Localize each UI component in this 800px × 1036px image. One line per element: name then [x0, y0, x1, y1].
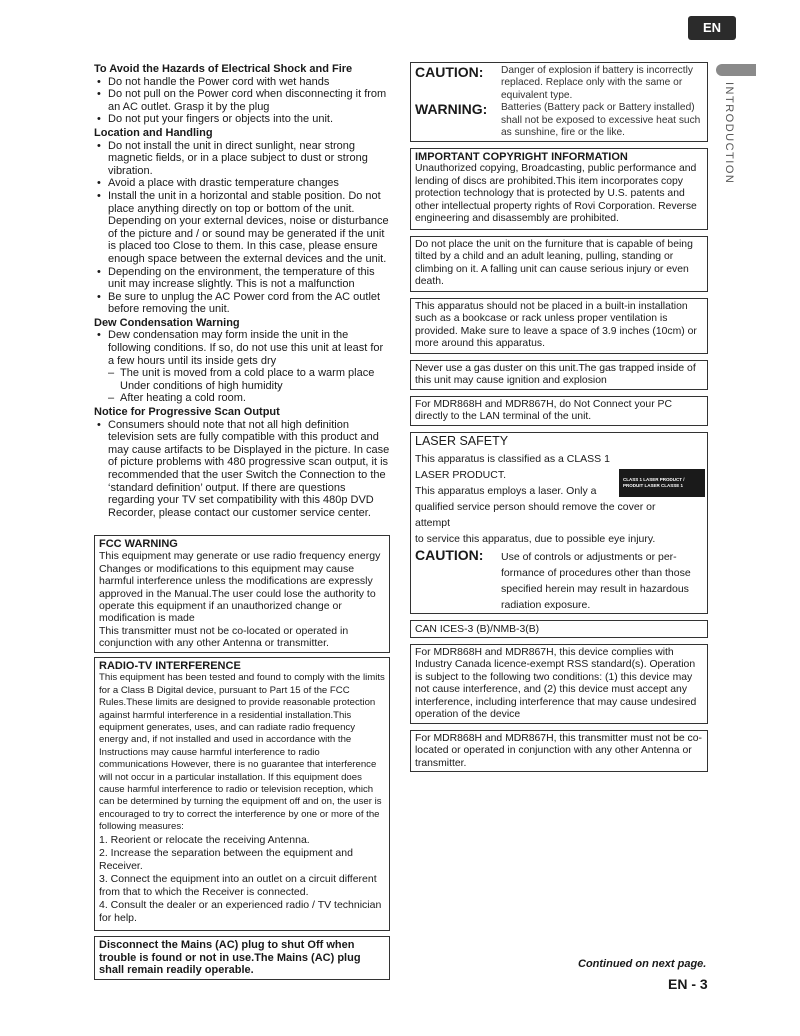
- list-item: • Dew condensation may form inside the unit in the following conditions. If so, do not use this unit at least for a few hours until its inside gets dry: [94, 329, 390, 367]
- language-tab[interactable]: EN: [688, 16, 736, 40]
- copyright-box: [410, 148, 708, 230]
- list-item: • Do not put your fingers or objects into the unit.: [94, 113, 390, 126]
- laser-caution-text: Use of controls or adjustments or per-formance of procedures other than those specified herein may result in hazardous radiation exposure.: [501, 551, 691, 612]
- industry-text: For MDR868H and MDR867H, this device complies with Industry Canada licence-exempt RSS standard(s). Operation is subject to the following two conditions: (1) this device may not cause interference, and (2) this device must accept any interference, including interference that may cause undesired operation of the device: [415, 647, 697, 721]
- fcc-warning-box: [94, 535, 390, 653]
- sub-list-item: – After heating a cold room.: [94, 392, 390, 405]
- rtv-text: This equipment has been tested and found to comply with the limits for a Class B Digital device, pursuant to Part 15 of the FCC Rules.These limits are designed to provide reasonable protection against harmful interference in a residential installation.This equipment generates, uses, and can radiate radio frequency energy and, if not installed and used in accordance with the Instructions may cause harmful interference to radio communications However, there is no guarantee that interference will not occur in a particular installation. If this equipment does cause harmful interference to radio or television reception, which can be determined by turning the equipment off and on, the user is encouraged to try to correct the interference by one or more of the following measures:: [99, 672, 385, 833]
- measure-item: 3. Connect the equipment into an outlet on a circuit different from that to which the Receiver is connected.: [99, 872, 377, 898]
- warning-label: WARNING:: [415, 101, 488, 118]
- laser-class-label: CLASS 1 LASER PRODUCT / PRODUIT LASER CLASSE 1: [619, 469, 705, 497]
- colocate-text: For MDR868H and MDR867H, this transmitter must not be co-located or operated in conjunction with any other Antenna or transmitter.: [415, 733, 702, 769]
- shock-list: [94, 76, 390, 126]
- location-list: [94, 140, 390, 316]
- scan-title: Notice for Progressive Scan Output: [94, 406, 280, 419]
- laser-title: LASER SAFETY: [415, 434, 509, 448]
- dew-title: Dew Condensation Warning: [94, 316, 240, 329]
- rtv-measures: [99, 834, 385, 925]
- warning-text: Batteries (Battery pack or Battery installed) shall not be exposed to excessive heat such as sunshine, fire or the like.: [501, 102, 701, 139]
- mains-text: Disconnect the Mains (AC) plug to shut Off when trouble is found or not in use.The Mains (AC) plug shall remain readily operable.: [99, 939, 361, 977]
- measure-item: 1. Reorient or relocate the receiving Antenna.: [99, 833, 310, 846]
- lan-text: For MDR868H and MDR867H, do Not Connect your PC directly to the LAN terminal of the unit.: [415, 399, 672, 423]
- industry-canada-box: [410, 644, 708, 724]
- location-title: Location and Handling: [94, 126, 213, 139]
- furniture-text: Do not place the unit on the furniture that is capable of being tilted by a child and an adult leaning, pulling, standing or climbing on it. A falling unit can cause serious injury or even death.: [415, 239, 693, 288]
- lan-box: [410, 396, 708, 426]
- measure-item: 2. Increase the separation between the equipment and Receiver.: [99, 846, 353, 872]
- section-label: INTRODUCTION: [723, 82, 735, 185]
- caution-text: Danger of explosion if battery is incorrectly replaced. Replace only with the same or equivalent type.: [501, 65, 693, 101]
- fcc-text-2: This transmitter must not be co-located or operated in conjunction with any other Antenna or transmitter.: [99, 624, 349, 650]
- laser-caution-label: CAUTION:: [415, 547, 484, 564]
- list-item: • Avoid a place with drastic temperature changes: [94, 177, 390, 190]
- laser-line: qualified service person should remove the cover or: [415, 501, 656, 514]
- sub-list-item: – The unit is moved from a cold place to a warm place Under conditions of high humidity: [94, 367, 390, 392]
- left-column: [94, 62, 390, 519]
- fcc-title: FCC WARNING: [99, 538, 178, 550]
- rtv-title: RADIO-TV INTERFERENCE: [99, 660, 241, 672]
- shock-title: To Avoid the Hazards of Electrical Shock and Fire: [94, 63, 353, 75]
- gas-duster-box: [410, 360, 708, 390]
- laser-body: [415, 451, 703, 547]
- caution-label: CAUTION:: [415, 64, 484, 80]
- copyright-text: Unauthorized copying, Broadcasting, public performance and lending of discs are prohibited.This item incorporates copy protection technology that is protected by U.S. patents and other intellectual property rights of Rovi Corporation. Reverse engineering and disassembly are prohibited.: [415, 163, 697, 225]
- laser-line: to service this apparatus, due to possible eye injury.: [415, 533, 656, 546]
- laser-line: LASER PRODUCT.: [415, 469, 507, 482]
- measure-item: 4. Consult the dealer or an experienced radio / TV technician for help.: [99, 898, 382, 924]
- list-item: • Install the unit in a horizontal and stable position. Do not place anything directly on top or bottom of the unit. Depending on your external devices, noise or disturbance of the picture and / or sound may be generated if the unit is placed too Close to them. In this case, please ensure enough space between the external devices and the unit.: [94, 190, 390, 266]
- caution-row: [415, 65, 703, 102]
- laser-safety-box: [410, 432, 708, 614]
- page-number: EN - 3: [668, 976, 708, 992]
- builtin-text: This apparatus should not be placed in a built-in installation such as a bookcase or rack unless proper ventilation is provided. Make sure to leave a space of 3.9 inches (10cm) or more around this apparatus.: [415, 301, 697, 350]
- section-tab-marker: [716, 64, 756, 76]
- builtin-box: [410, 298, 708, 354]
- fcc-text: This equipment may generate or use radio frequency energy Changes or modifications to this equipment may cause harmful interference unless the modifications are expressly approved in the Manual.The user could lose the authority to operate this equipment if an unauthorized change or modification is made: [99, 550, 381, 625]
- duster-text: Never use a gas duster on this unit.The gas trapped inside of this unit may cause ignition and explosion: [415, 363, 696, 387]
- battery-caution-box: [410, 62, 708, 142]
- can-ices-box: [410, 620, 708, 638]
- laser-line: This apparatus employs a laser. Only a: [415, 485, 597, 498]
- furniture-box: [410, 236, 708, 292]
- list-item: • Consumers should note that not all high definition television sets are fully compatible with this product and may cause artifacts to be Displayed in the picture. In case of picture problems with 480 progressive scan output, it is recommended that the user Switch the Connection to the ‘standard definition’ output. If there are questions regarding your TV set compatibility with this 480p DVD Recorder, please contact our customer service center.: [94, 419, 390, 520]
- laser-caution-row: [415, 549, 703, 613]
- scan-list: [94, 419, 390, 520]
- list-item: • Do not pull on the Power cord when disconnecting it from an AC outlet. Grasp it by the plug: [94, 88, 390, 113]
- copyright-title: IMPORTANT COPYRIGHT INFORMATION: [415, 151, 628, 163]
- list-item: • Depending on the environment, the temperature of this unit may increase slightly. This is not a malfunction: [94, 266, 390, 291]
- laser-line: attempt: [415, 517, 451, 530]
- warning-row: [415, 102, 703, 139]
- can-text: CAN ICES-3 (B)/NMB-3(B): [415, 624, 540, 635]
- list-item: • Do not install the unit in direct sunlight, near strong magnetic fields, or in a place subject to dust or strong vibration.: [94, 140, 390, 178]
- dew-list: [94, 329, 390, 405]
- mains-plug-box: [94, 936, 390, 980]
- list-item: • Be sure to unplug the AC Power cord from the AC outlet before removing the unit.: [94, 291, 390, 316]
- list-item: • Do not handle the Power cord with wet hands: [94, 76, 390, 89]
- colocate-box: [410, 730, 708, 772]
- continued-note: Continued on next page.: [578, 958, 707, 970]
- radio-tv-interference-box: [94, 657, 390, 931]
- laser-line: This apparatus is classified as a CLASS 1: [415, 453, 610, 466]
